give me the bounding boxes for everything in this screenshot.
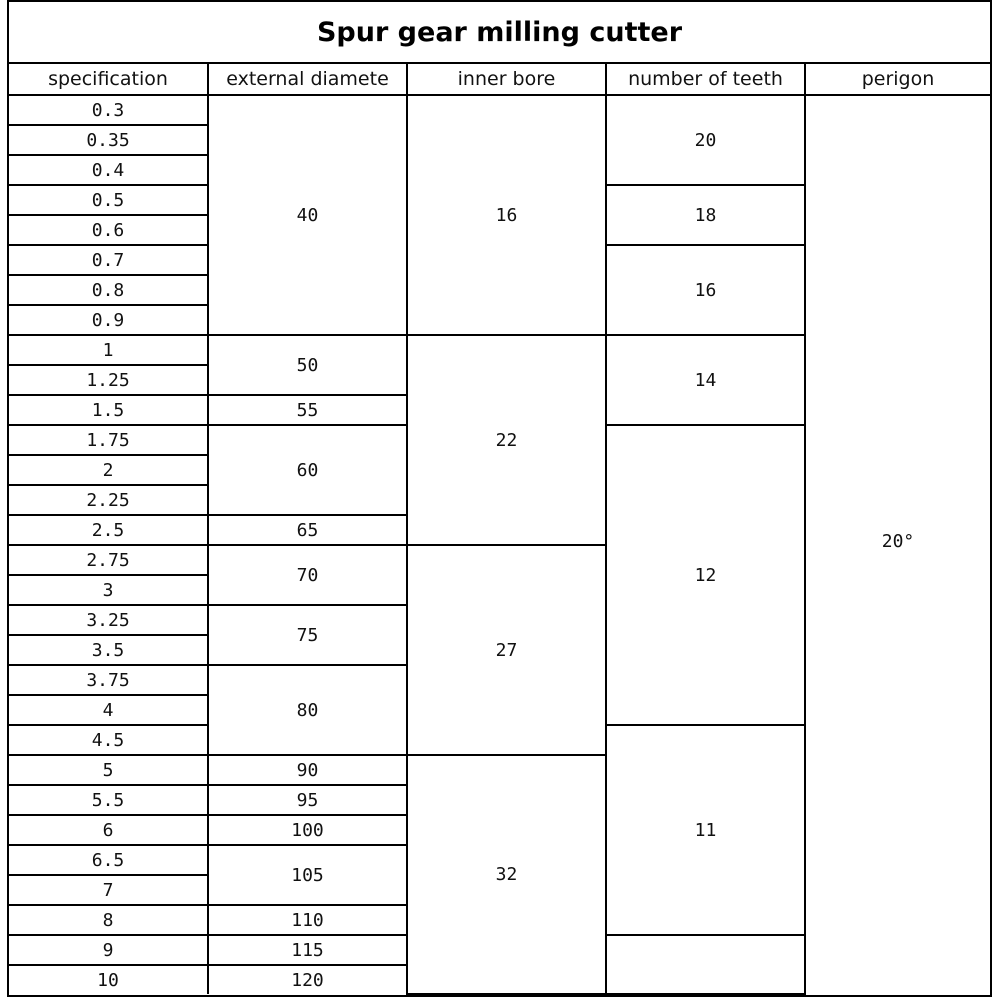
spec-cell: 0.7 [9, 245, 208, 275]
spec-cell: 9 [9, 935, 208, 965]
spec-cell: 3.5 [9, 635, 208, 665]
spec-cell: 0.9 [9, 305, 208, 335]
od-cell: 80 [208, 665, 407, 755]
header-specification: specification [9, 64, 208, 95]
spec-cell: 0.35 [9, 125, 208, 155]
teeth-cell: 11 [606, 725, 805, 935]
od-cell: 40 [208, 95, 407, 335]
od-cell: 115 [208, 935, 407, 965]
perigon-cell [805, 95, 990, 994]
spec-cell: 1.5 [9, 395, 208, 425]
od-cell: 75 [208, 605, 407, 665]
bore-cell: 16 [407, 95, 606, 335]
spec-cell: 4 [9, 695, 208, 725]
spec-cell: 2.5 [9, 515, 208, 545]
spec-sheet [7, 0, 992, 997]
spec-cell: 2.75 [9, 545, 208, 575]
od-cell: 50 [208, 335, 407, 395]
bore-cell: 27 [407, 545, 606, 755]
teeth-cell [606, 935, 805, 994]
teeth-cell: 14 [606, 335, 805, 425]
header-teeth: number of teeth [606, 64, 805, 95]
teeth-cell: 20 [606, 95, 805, 185]
spec-cell: 5.5 [9, 785, 208, 815]
od-cell: 65 [208, 515, 407, 545]
header-inner-bore: inner bore [407, 64, 606, 95]
od-cell: 120 [208, 965, 407, 994]
spec-cell: 0.3 [9, 95, 208, 125]
spec-cell: 1 [9, 335, 208, 365]
header-external-diameter: external diamete [208, 64, 407, 95]
od-cell: 60 [208, 425, 407, 515]
spec-cell: 5 [9, 755, 208, 785]
spec-cell: 0.5 [9, 185, 208, 215]
bore-cell: 32 [407, 755, 606, 994]
spec-cell: 2.25 [9, 485, 208, 515]
perigon-value: 20° [881, 530, 915, 552]
teeth-cell: 18 [606, 185, 805, 245]
header-perigon: perigon [805, 64, 990, 95]
od-cell: 90 [208, 755, 407, 785]
page-title: Spur gear milling cutter [9, 2, 990, 64]
spec-cell: 4.5 [9, 725, 208, 755]
spec-cell: 1.75 [9, 425, 208, 455]
cutter-spec-table [9, 64, 990, 995]
spec-cell: 7 [9, 875, 208, 905]
od-cell: 70 [208, 545, 407, 605]
spec-cell: 8 [9, 905, 208, 935]
teeth-cell: 16 [606, 245, 805, 335]
od-cell: 55 [208, 395, 407, 425]
spec-cell: 0.6 [9, 215, 208, 245]
spec-cell: 3 [9, 575, 208, 605]
spec-cell: 3.75 [9, 665, 208, 695]
bore-cell: 22 [407, 335, 606, 545]
od-cell: 110 [208, 905, 407, 935]
od-cell: 100 [208, 815, 407, 845]
header-row [9, 64, 990, 95]
spec-cell: 1.25 [9, 365, 208, 395]
spec-cell: 3.25 [9, 605, 208, 635]
spec-cell: 0.4 [9, 155, 208, 185]
teeth-cell: 12 [606, 425, 805, 725]
od-cell: 95 [208, 785, 407, 815]
od-cell: 105 [208, 845, 407, 905]
spec-cell: 6 [9, 815, 208, 845]
spec-cell: 0.8 [9, 275, 208, 305]
table-row [9, 95, 990, 125]
spec-cell: 10 [9, 965, 208, 994]
spec-cell: 2 [9, 455, 208, 485]
spec-cell: 6.5 [9, 845, 208, 875]
